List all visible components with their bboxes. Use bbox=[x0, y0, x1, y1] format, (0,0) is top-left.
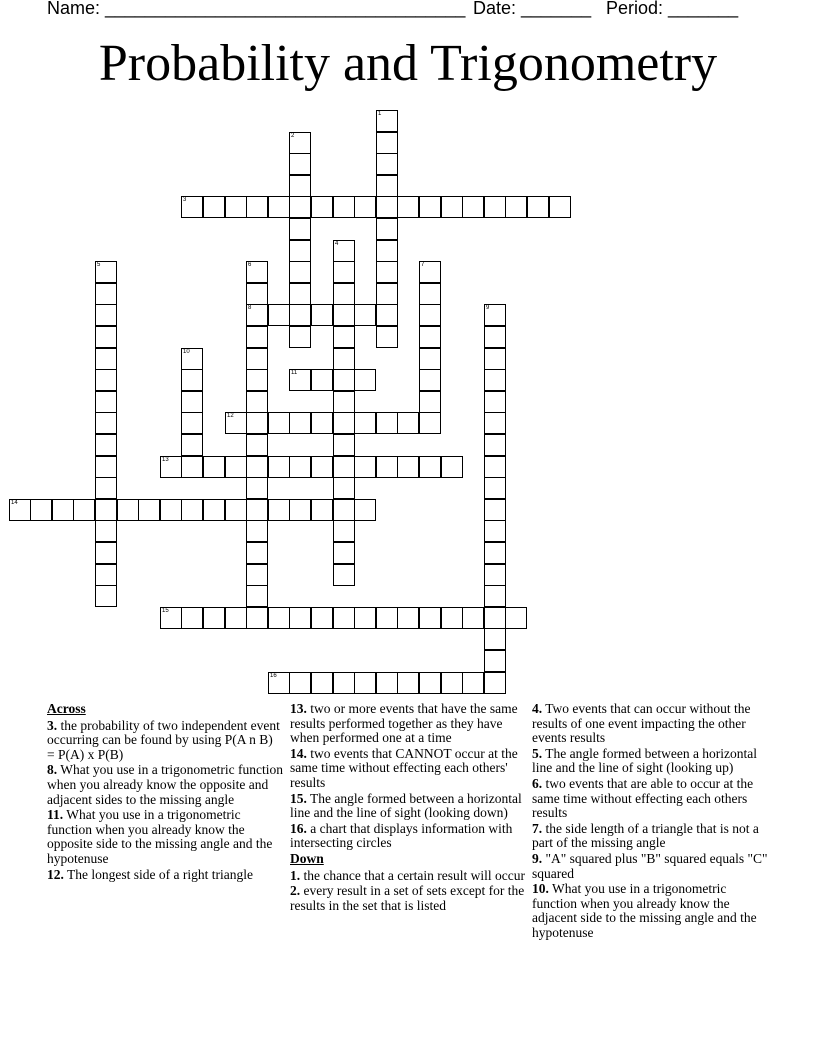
grid-cell[interactable] bbox=[246, 261, 268, 283]
clue-number-label: 4 bbox=[335, 241, 339, 247]
across-clue bbox=[290, 747, 526, 791]
clue-number: 4. bbox=[532, 701, 543, 716]
grid-cell[interactable] bbox=[397, 607, 419, 629]
clue-column-1 bbox=[47, 702, 283, 883]
grid-cell[interactable] bbox=[376, 261, 398, 283]
clue-number-label: 6 bbox=[248, 262, 252, 268]
grid-cell[interactable] bbox=[484, 628, 506, 650]
grid-cell[interactable] bbox=[333, 283, 355, 305]
grid-cell[interactable] bbox=[333, 261, 355, 283]
grid-cell[interactable] bbox=[225, 456, 247, 478]
grid-cell[interactable] bbox=[289, 499, 311, 521]
clue-number-label: 1 bbox=[378, 111, 382, 117]
grid-cell[interactable] bbox=[95, 283, 117, 305]
grid-cell[interactable] bbox=[376, 283, 398, 305]
grid-cell[interactable] bbox=[484, 369, 506, 391]
grid-cell[interactable] bbox=[138, 499, 160, 521]
grid-cell[interactable] bbox=[354, 304, 376, 326]
clue-number-label: 16 bbox=[270, 673, 277, 679]
grid-cell[interactable] bbox=[484, 585, 506, 607]
grid-cell[interactable] bbox=[246, 283, 268, 305]
grid-cell[interactable] bbox=[289, 283, 311, 305]
grid-cell[interactable] bbox=[95, 348, 117, 370]
grid-cell[interactable] bbox=[181, 434, 203, 456]
grid-cell[interactable] bbox=[95, 456, 117, 478]
grid-cell[interactable] bbox=[376, 672, 398, 694]
clue-number-label: 13 bbox=[162, 457, 169, 463]
grid-cell[interactable] bbox=[333, 477, 355, 499]
across-heading: Across bbox=[47, 701, 86, 716]
clue-text: What you use in a trigonometric function when you already know the opposite and adjacent sides to the missing angle bbox=[47, 762, 283, 807]
clue-number: 2. bbox=[290, 883, 301, 899]
grid-cell[interactable] bbox=[419, 672, 441, 694]
grid-cell[interactable] bbox=[333, 499, 355, 521]
grid-cell[interactable] bbox=[376, 132, 398, 154]
grid-cell[interactable] bbox=[441, 456, 463, 478]
grid-cell[interactable] bbox=[484, 477, 506, 499]
grid-cell[interactable] bbox=[73, 499, 95, 521]
grid-cell[interactable] bbox=[311, 456, 333, 478]
grid-cell[interactable] bbox=[246, 564, 268, 586]
grid-cell[interactable] bbox=[333, 456, 355, 478]
grid-cell[interactable] bbox=[203, 456, 225, 478]
grid-cell[interactable] bbox=[527, 196, 549, 218]
grid-cell[interactable] bbox=[95, 391, 117, 413]
clue-number: 5. bbox=[532, 745, 543, 761]
clue-number: 10. bbox=[532, 881, 549, 897]
clue-text: every result in a set of sets except for the results in the set that is listed bbox=[290, 883, 525, 913]
down-clue bbox=[532, 852, 768, 881]
grid-cell[interactable] bbox=[117, 499, 139, 521]
grid-cell[interactable] bbox=[95, 564, 117, 586]
grid-cell[interactable] bbox=[95, 326, 117, 348]
grid-cell[interactable] bbox=[95, 434, 117, 456]
grid-cell[interactable] bbox=[311, 672, 333, 694]
grid-cell[interactable] bbox=[181, 607, 203, 629]
grid-cell[interactable] bbox=[225, 196, 247, 218]
grid-cell[interactable] bbox=[246, 456, 268, 478]
grid-cell[interactable] bbox=[376, 304, 398, 326]
grid-cell[interactable] bbox=[419, 456, 441, 478]
grid-cell[interactable] bbox=[376, 412, 398, 434]
grid-cell[interactable] bbox=[268, 304, 290, 326]
across-clue bbox=[290, 702, 526, 746]
clue-text: two events that CANNOT occur at the same time without effecting each others' results bbox=[290, 745, 518, 790]
clue-number: 15. bbox=[290, 790, 307, 806]
grid-cell[interactable] bbox=[376, 240, 398, 262]
grid-cell[interactable] bbox=[354, 412, 376, 434]
grid-cell[interactable] bbox=[419, 348, 441, 370]
clue-number: 9. bbox=[532, 850, 543, 866]
grid-cell[interactable] bbox=[95, 369, 117, 391]
clue-text: the side length of a triangle that is not a part of the missing angle bbox=[532, 820, 759, 851]
grid-cell[interactable] bbox=[419, 196, 441, 218]
grid-cell[interactable] bbox=[376, 153, 398, 175]
grid-cell[interactable] bbox=[484, 542, 506, 564]
grid-cell[interactable] bbox=[289, 240, 311, 262]
clue-text: the probability of two independent event occurring can be found by using P(A n B) = P(A) x P(B) bbox=[47, 717, 280, 762]
grid-cell[interactable] bbox=[376, 196, 398, 218]
across-clue bbox=[47, 763, 283, 807]
grid-cell[interactable] bbox=[333, 412, 355, 434]
clue-text: Two events that can occur without the results of one event impacting the other events results bbox=[532, 701, 751, 746]
grid-cell[interactable] bbox=[289, 175, 311, 197]
clue-text: two or more events that have the same results performed together as they have when performed one at a time bbox=[290, 701, 518, 746]
grid-cell[interactable] bbox=[505, 196, 527, 218]
grid-cell[interactable] bbox=[484, 412, 506, 434]
grid-cell[interactable] bbox=[333, 369, 355, 391]
grid-cell[interactable] bbox=[95, 261, 117, 283]
grid-cell[interactable] bbox=[246, 607, 268, 629]
clue-text: What you use in a trigonometric function when you already know the adjacent side to the missing angle and the hypotenuse bbox=[532, 881, 757, 940]
grid-cell[interactable] bbox=[333, 348, 355, 370]
clue-number-label: 10 bbox=[183, 349, 190, 355]
clue-number: 3. bbox=[47, 717, 58, 733]
grid-cell[interactable] bbox=[289, 218, 311, 240]
grid-cell[interactable] bbox=[246, 412, 268, 434]
clue-number-label: 2 bbox=[291, 133, 295, 139]
grid-cell[interactable] bbox=[419, 607, 441, 629]
down-heading: Down bbox=[290, 850, 324, 866]
grid-cell[interactable] bbox=[354, 369, 376, 391]
grid-cell[interactable] bbox=[246, 391, 268, 413]
grid-cell[interactable] bbox=[462, 196, 484, 218]
clue-text: the chance that a certain result will occur bbox=[300, 867, 526, 883]
grid-cell[interactable] bbox=[376, 218, 398, 240]
grid-cell[interactable] bbox=[311, 369, 333, 391]
grid-cell[interactable] bbox=[289, 369, 311, 391]
grid-cell[interactable] bbox=[181, 456, 203, 478]
grid-cell[interactable] bbox=[181, 391, 203, 413]
page-title: Probability and Trigonometry bbox=[98, 35, 718, 92]
grid-cell[interactable] bbox=[484, 456, 506, 478]
down-clue bbox=[290, 869, 526, 884]
grid-cell[interactable] bbox=[203, 196, 225, 218]
grid-cell[interactable] bbox=[268, 607, 290, 629]
grid-cell[interactable] bbox=[289, 196, 311, 218]
clue-number-label: 3 bbox=[183, 197, 187, 203]
grid-cell[interactable] bbox=[484, 520, 506, 542]
grid-cell[interactable] bbox=[441, 607, 463, 629]
grid-cell[interactable] bbox=[397, 196, 419, 218]
grid-cell[interactable] bbox=[333, 434, 355, 456]
grid-cell[interactable] bbox=[95, 585, 117, 607]
grid-cell[interactable] bbox=[289, 153, 311, 175]
grid-cell[interactable] bbox=[484, 326, 506, 348]
clue-number: 11. bbox=[47, 807, 64, 823]
clue-text: a chart that displays information with intersecting circles bbox=[290, 820, 513, 851]
grid-cell[interactable] bbox=[95, 304, 117, 326]
name-field-label[interactable]: Name: ____________________________________ bbox=[47, 0, 466, 18]
clue-number: 16. bbox=[290, 820, 307, 836]
grid-cell[interactable] bbox=[311, 304, 333, 326]
grid-cell[interactable] bbox=[246, 369, 268, 391]
grid-cell[interactable] bbox=[225, 499, 247, 521]
grid-cell[interactable] bbox=[160, 456, 182, 478]
grid-cell[interactable] bbox=[181, 348, 203, 370]
grid-cell[interactable] bbox=[354, 499, 376, 521]
clue-text: The angle formed between a horizontal line and the line of sight (looking up) bbox=[532, 745, 758, 776]
grid-cell[interactable] bbox=[354, 456, 376, 478]
grid-cell[interactable] bbox=[95, 412, 117, 434]
grid-cell[interactable] bbox=[95, 499, 117, 521]
across-clue bbox=[47, 808, 283, 866]
grid-cell[interactable] bbox=[311, 499, 333, 521]
clue-text: The longest side of a right triangle bbox=[63, 866, 253, 882]
grid-cell[interactable] bbox=[333, 304, 355, 326]
grid-cell[interactable] bbox=[289, 412, 311, 434]
grid-cell[interactable] bbox=[333, 391, 355, 413]
down-clue bbox=[532, 822, 768, 851]
clue-column-2 bbox=[290, 702, 526, 914]
clue-column-3 bbox=[532, 702, 768, 942]
grid-cell[interactable] bbox=[268, 196, 290, 218]
grid-cell[interactable] bbox=[333, 240, 355, 262]
grid-cell[interactable] bbox=[441, 196, 463, 218]
grid-cell[interactable] bbox=[441, 672, 463, 694]
grid-cell[interactable] bbox=[419, 261, 441, 283]
grid-cell[interactable] bbox=[181, 196, 203, 218]
clue-text: two events that are able to occur at the same time without effecting each others results bbox=[532, 775, 754, 821]
clue-number: 1. bbox=[290, 867, 301, 883]
clue-text: "A" squared plus "B" squared equals "C" squared bbox=[532, 850, 768, 881]
grid-cell[interactable] bbox=[268, 672, 290, 694]
grid-cell[interactable] bbox=[505, 607, 527, 629]
across-clue bbox=[47, 868, 283, 883]
grid-cell[interactable] bbox=[419, 326, 441, 348]
clue-number: 6. bbox=[532, 775, 543, 791]
clue-number-label: 7 bbox=[421, 262, 425, 268]
clue-number-label: 5 bbox=[97, 262, 101, 268]
grid-cell[interactable] bbox=[333, 520, 355, 542]
grid-cell[interactable] bbox=[419, 412, 441, 434]
grid-cell[interactable] bbox=[246, 304, 268, 326]
grid-cell[interactable] bbox=[333, 542, 355, 564]
grid-cell[interactable] bbox=[333, 607, 355, 629]
grid-cell[interactable] bbox=[419, 391, 441, 413]
across-clue bbox=[47, 719, 283, 763]
grid-cell[interactable] bbox=[484, 607, 506, 629]
down-clue bbox=[532, 747, 768, 776]
down-clue bbox=[532, 777, 768, 821]
grid-cell[interactable] bbox=[462, 672, 484, 694]
grid-cell[interactable] bbox=[289, 261, 311, 283]
grid-cell[interactable] bbox=[333, 672, 355, 694]
grid-cell[interactable] bbox=[246, 520, 268, 542]
grid-cell[interactable] bbox=[289, 672, 311, 694]
grid-cell[interactable] bbox=[549, 196, 571, 218]
clue-text: What you use in a trigonometric function when you already know the opposite side to the missing angle and the hypotenuse bbox=[47, 807, 273, 866]
grid-cell[interactable] bbox=[484, 564, 506, 586]
grid-cell[interactable] bbox=[333, 326, 355, 348]
grid-cell[interactable] bbox=[246, 434, 268, 456]
grid-cell[interactable] bbox=[289, 304, 311, 326]
grid-cell[interactable] bbox=[268, 456, 290, 478]
grid-cell[interactable] bbox=[246, 196, 268, 218]
grid-cell[interactable] bbox=[419, 304, 441, 326]
grid-cell[interactable] bbox=[376, 175, 398, 197]
grid-cell[interactable] bbox=[246, 477, 268, 499]
period-field-label[interactable]: Period: _______ bbox=[606, 0, 739, 18]
grid-cell[interactable] bbox=[419, 283, 441, 305]
grid-cell[interactable] bbox=[376, 607, 398, 629]
grid-cell[interactable] bbox=[484, 434, 506, 456]
grid-cell[interactable] bbox=[181, 499, 203, 521]
clue-number-label: 15 bbox=[162, 608, 169, 614]
grid-cell[interactable] bbox=[397, 672, 419, 694]
grid-cell[interactable] bbox=[484, 196, 506, 218]
grid-cell[interactable] bbox=[160, 607, 182, 629]
grid-cell[interactable] bbox=[484, 304, 506, 326]
grid-cell[interactable] bbox=[354, 196, 376, 218]
grid-cell[interactable] bbox=[52, 499, 74, 521]
across-clue bbox=[290, 792, 526, 821]
grid-cell[interactable] bbox=[95, 477, 117, 499]
grid-cell[interactable] bbox=[181, 369, 203, 391]
grid-cell[interactable] bbox=[484, 499, 506, 521]
date-field-label[interactable]: Date: _______ bbox=[473, 0, 592, 18]
grid-cell[interactable] bbox=[268, 499, 290, 521]
grid-cell[interactable] bbox=[246, 326, 268, 348]
grid-cell[interactable] bbox=[246, 499, 268, 521]
grid-cell[interactable] bbox=[333, 196, 355, 218]
clue-number-label: 14 bbox=[11, 500, 18, 506]
grid-cell[interactable] bbox=[376, 456, 398, 478]
grid-cell[interactable] bbox=[30, 499, 52, 521]
down-clue bbox=[532, 702, 768, 746]
grid-cell[interactable] bbox=[246, 585, 268, 607]
grid-cell[interactable] bbox=[160, 499, 182, 521]
grid-cell[interactable] bbox=[225, 412, 247, 434]
grid-cell[interactable] bbox=[484, 650, 506, 672]
clue-number: 8. bbox=[47, 762, 58, 778]
grid-cell[interactable] bbox=[462, 607, 484, 629]
clue-number: 7. bbox=[532, 820, 543, 836]
clue-number-label: 12 bbox=[227, 413, 234, 419]
grid-cell[interactable] bbox=[289, 326, 311, 348]
grid-cell[interactable] bbox=[419, 369, 441, 391]
clue-number: 14. bbox=[290, 745, 307, 761]
grid-cell[interactable] bbox=[397, 456, 419, 478]
grid-cell[interactable] bbox=[354, 607, 376, 629]
grid-cell[interactable] bbox=[95, 542, 117, 564]
grid-cell[interactable] bbox=[9, 499, 31, 521]
down-clue bbox=[532, 882, 768, 940]
down-clue bbox=[290, 884, 526, 913]
grid-cell[interactable] bbox=[376, 326, 398, 348]
grid-cell[interactable] bbox=[268, 412, 290, 434]
grid-cell[interactable] bbox=[289, 456, 311, 478]
clue-number-label: 8 bbox=[248, 305, 252, 311]
grid-cell[interactable] bbox=[289, 132, 311, 154]
clue-number: 13. bbox=[290, 701, 307, 716]
grid-cell[interactable] bbox=[333, 564, 355, 586]
clue-number-label: 9 bbox=[486, 305, 490, 311]
grid-cell[interactable] bbox=[311, 607, 333, 629]
grid-cell[interactable] bbox=[311, 412, 333, 434]
clue-number-label: 11 bbox=[291, 370, 298, 376]
clue-text: The angle formed between a horizontal line and the line of sight (looking down) bbox=[290, 790, 522, 821]
grid-cell[interactable] bbox=[95, 520, 117, 542]
grid-cell[interactable] bbox=[484, 672, 506, 694]
grid-cell[interactable] bbox=[397, 412, 419, 434]
grid-cell[interactable] bbox=[484, 391, 506, 413]
grid-cell[interactable] bbox=[246, 348, 268, 370]
grid-cell[interactable] bbox=[181, 412, 203, 434]
grid-cell[interactable] bbox=[225, 607, 247, 629]
grid-cell[interactable] bbox=[289, 607, 311, 629]
grid-cell[interactable] bbox=[246, 542, 268, 564]
grid-cell[interactable] bbox=[484, 348, 506, 370]
grid-cell[interactable] bbox=[203, 499, 225, 521]
grid-cell[interactable] bbox=[203, 607, 225, 629]
clue-number: 12. bbox=[47, 866, 64, 882]
grid-cell[interactable] bbox=[376, 110, 398, 132]
across-clue bbox=[290, 822, 526, 851]
grid-cell[interactable] bbox=[354, 672, 376, 694]
grid-cell[interactable] bbox=[311, 196, 333, 218]
